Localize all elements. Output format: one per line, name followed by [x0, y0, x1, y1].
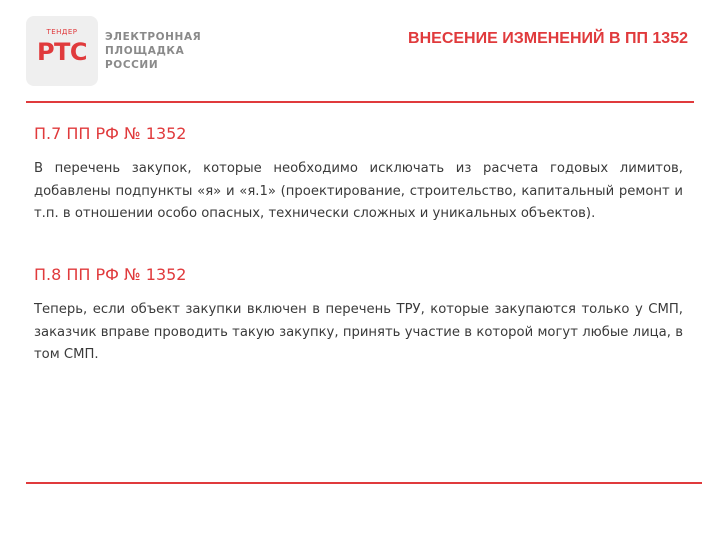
- logo-small-text: ТЕНДЕР: [46, 28, 78, 36]
- page-title: ВНЕСЕНИЕ ИЗМЕНЕНИЙ В ПП 1352: [408, 30, 688, 47]
- logo-line-2: ПЛОЩАДКА: [105, 45, 185, 57]
- logo-badge: [26, 16, 98, 86]
- section-text-p7: В перечень закупок, которые необходимо исключать из расчета годовых лимитов, добавлены подпункты «я» и «я.1» (проектирование, строительство, капитальный ремонт и т.п. в отношении особо опасных, технически сложных и уникальных объектов).: [34, 161, 683, 221]
- logo-wordmark: [105, 30, 201, 72]
- logo-line-3: РОССИИ: [105, 59, 159, 71]
- logo-line-1: ЭЛЕКТРОННАЯ: [105, 31, 202, 43]
- section-heading-p7: П.7 ПП РФ № 1352: [34, 124, 187, 143]
- section-heading-p8: П.8 ПП РФ № 1352: [34, 265, 187, 284]
- section-text-p8: Теперь, если объект закупки включен в перечень ТРУ, которые закупаются только у СМП, заказчик вправе проводить такую закупку, принять участие в которой могут любые лица, в том СМП.: [34, 302, 683, 362]
- bottom-divider: [26, 482, 702, 484]
- logo-main-text: РТС: [36, 38, 88, 66]
- top-divider: [26, 101, 694, 103]
